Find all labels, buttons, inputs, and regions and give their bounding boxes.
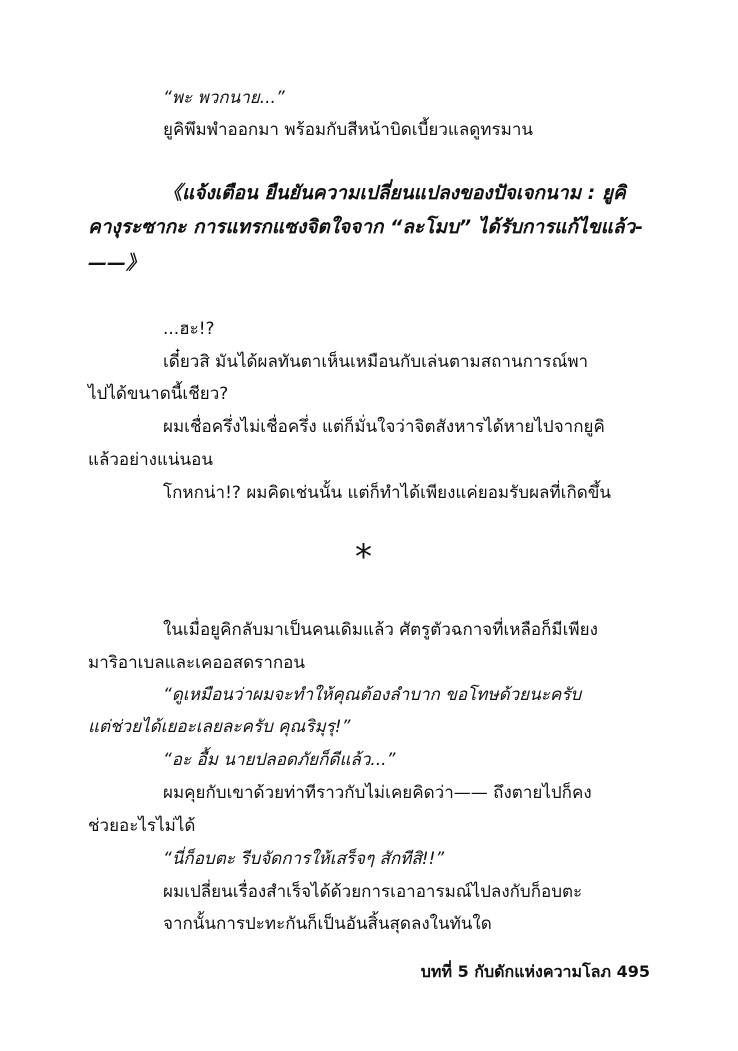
narration-line: จากนั้นการปะทะกันก็เป็นอันสิ้นสุดลงในทันใด [163, 914, 492, 934]
narration-line: ช่วยอะไรไม่ได้ [88, 816, 196, 836]
narration-line: ไปได้ขนาดนี้เชียว? [88, 384, 229, 404]
dialogue-line: “พะ พวกนาย...” [163, 88, 285, 108]
dialogue-line: แต่ช่วยได้เยอะเลยละครับ คุณริมุรุ!” [88, 717, 351, 737]
narration-line: ...ฮะ!? [163, 319, 215, 339]
dialogue-line: “อะ อื้ม นายปลอดภัยก็ดีแล้ว...” [163, 750, 396, 770]
section-separator: * [355, 537, 372, 577]
system-message-line: คางุระซากะ การแทรกแซงจิตใจจาก “ละโมบ” ได้รับการแก้ไขแล้ว- [88, 216, 644, 238]
narration-line: ยูคิพึมพำออกมา พร้อมกับสีหน้าบิดเบี้ยวแลดูทรมาน [163, 120, 534, 140]
narration-line: ผมเปลี่ยนเรื่องสำเร็จได้ด้วยการเอาอารมณ์ไปลงกับก็อบตะ [163, 882, 583, 902]
system-message-line: 《แจ้งเตือน ยืนยันความเปลี่ยนแปลงของปัจเจกนาม : ยูคิ [163, 182, 626, 204]
narration-line: มาริอาเบลและเคออสดรากอน [88, 653, 305, 673]
dialogue-line: “ดูเหมือนว่าผมจะทำให้คุณต้องลำบาก ขอโทษด้วยนะครับ [163, 685, 582, 705]
narration-line: ผมเชื่อครึ่งไม่เชื่อครึ่ง แต่ก็มั่นใจว่าจิตสังหารได้หายไปจากยูคิ [163, 417, 605, 437]
narration-line: แล้วอย่างแน่นอน [88, 450, 213, 470]
narration-line: โกหกน่า!? ผมคิดเช่นนั้น แต่ก็ทำได้เพียงแค่ยอมรับผลที่เกิดขึ้น [163, 483, 612, 503]
narration-line: เดี๋ยวสิ มันได้ผลทันตาเห็นเหมือนกับเล่นตามสถานการณ์พา [163, 352, 589, 372]
narration-line: ในเมื่อยูคิกลับมาเป็นคนเดิมแล้ว ศัตรูตัวฉกาจที่เหลือก็มีเพียง [163, 620, 598, 640]
system-message-line: ——》 [88, 252, 146, 274]
narration-line: ผมคุยกับเขาด้วยท่าทีราวกับไม่เคยคิดว่า—— ถึงตายไปก็คง [163, 783, 592, 803]
page-footer: บทที่ 5 กับดักแห่งความโลภ 495 [420, 962, 650, 981]
dialogue-line: “นี่ก็อบตะ รีบจัดการให้เสร็จๆ สักทีสิ!!” [163, 849, 445, 869]
